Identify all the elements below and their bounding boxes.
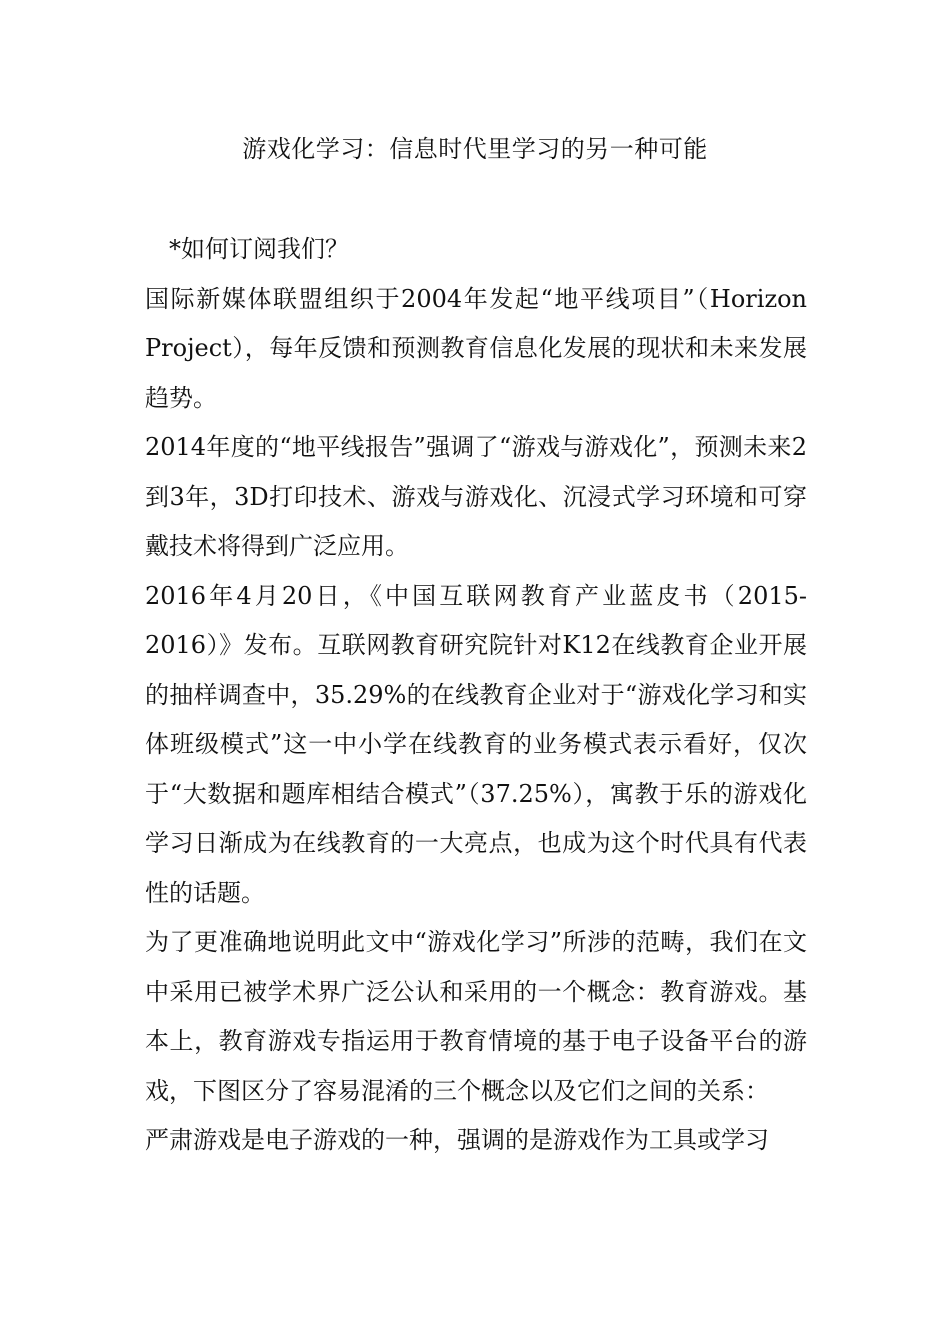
paragraph-serious-games: 严肃游戏是电子游戏的一种，强调的是游戏作为工具或学习: [145, 1126, 769, 1154]
paragraph-blue-book-2016: 2016年4月20日，《中国互联网教育产业蓝皮书（2015-2016）》发布。互联网教育研究院针对K12在线教育企业开展的抽样调查中，35.29%的在线教育企业对于“游戏化学习和实体班级模式”这一中小学在线教育的业务模式表示看好，仅次于“大数据和题库相结合模式”（37.25%），寓教于乐的游戏化学习日渐成为在线教育的一大亮点，也成为这个时代具有代表性的话题。: [145, 581, 807, 907]
subscribe-prompt[interactable]: *如何订阅我们？: [169, 235, 349, 263]
paragraph-horizon-project: 国际新媒体联盟组织于2004年发起“地平线项目”（Horizon Project），每年反馈和预测教育信息化发展的现状和未来发展趋势。: [145, 284, 807, 412]
paragraph-horizon-report-2014: 2014年度的“地平线报告”强调了“游戏与游戏化”，预测未来2到3年，3D打印技术、游戏与游戏化、沉浸式学习环境和可穿戴技术将得到广泛应用。: [145, 433, 807, 560]
document-body: [145, 225, 807, 1166]
paragraph-educational-games: 为了更准确地说明此文中“游戏化学习”所涉的范畴，我们在文中采用已被学术界广泛公认和采用的一个概念：教育游戏。基本上，教育游戏专指运用于教育情境的基于电子设备平台的游戏，下图区分了容易混淆的三个概念以及它们之间的关系：: [145, 928, 807, 1105]
document-title: 游戏化学习：信息时代里学习的另一种可能: [242, 135, 708, 163]
